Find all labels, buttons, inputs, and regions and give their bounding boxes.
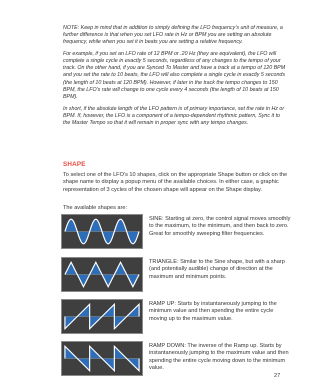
triangle-wave-graphic xyxy=(61,257,143,292)
wave-svg xyxy=(62,258,142,291)
note-paragraph: For example, if you set an LFO rate of 12 BPM or .20 Hz (they are equivalent), the LFO will complete a single cycle in exactly 5 seconds, regardless of any changes to the tempo of your track. On the other hand, if you are Synced To Master and have a track at a tempo of 120 BPM and you set the rate to 10 beats, the LFO will also complete a single cycle in exactly 5 seconds (the length of 10 beats at 120 BPM). However, if later in the track the tempo changes to 150 BPM, the LFO’s rate will change to one cycle every 4 seconds (the length of 10 beats at 150 BPM). xyxy=(63,50,286,100)
page-number: 27 xyxy=(274,373,281,379)
sine-wave-graphic xyxy=(61,214,143,249)
note-paragraph: NOTE: Keep in mind that in addition to simply defining the LFO frequency’s unit of measure, a further difference is that when you set LFO rate in Hz or BPM you are setting an absolute frequency, while when you set it in beats you are setting a relative frequency. xyxy=(63,25,283,46)
shape-description-ramp-down: RAMP DOWN: The inverse of the Ramp up. Starts by instantaneously jumping to the maximum value and then spending the entire cycle moving down to the minimum value. xyxy=(149,343,289,371)
shapes-available-label: The available shapes are: xyxy=(63,205,128,211)
note-paragraph: In short, if the absolute length of the LFO pattern is of primary importance, set the rate in Hz or BPM. If, however, the LFO is a component of a tempo-dependent rhythmic pattern, Sync it to the Master Tempo so that it will remain in proper sync with any tempo changes. xyxy=(63,105,285,126)
shape-description-triangle: TRIANGLE: Similar to the Sine shape, but with a sharp (and potentially audible) change of direction at the maximum and minimum points. xyxy=(149,259,285,280)
wave-svg xyxy=(62,300,142,333)
section-heading: SHAPE xyxy=(63,161,86,168)
shape-description-sine: SINE: Starting at zero, the control signal moves smoothly to the maximum, to the minimum, and then back to zero. Great for smoothly sweeping filter frequencies. xyxy=(149,216,291,237)
shape-description-ramp-up: RAMP UP: Starts by instantaneously jumping to the minimum value and then spending the entire cycle moving up to the maximum value. xyxy=(149,301,277,322)
note-block xyxy=(63,25,288,132)
ramp-up-wave-graphic xyxy=(61,299,143,334)
wave-svg xyxy=(62,215,142,248)
shape-intro-paragraph: To select one of the LFO’s 10 shapes, click on the appropriate Shape button or click on the shape name to display a popup menu of the available choices. In either case, a graphic representation of 3 cycles of the chosen shape will appear on the Shape display. xyxy=(63,172,288,193)
ramp-down-wave-graphic xyxy=(61,341,143,376)
wave-svg xyxy=(62,342,142,375)
